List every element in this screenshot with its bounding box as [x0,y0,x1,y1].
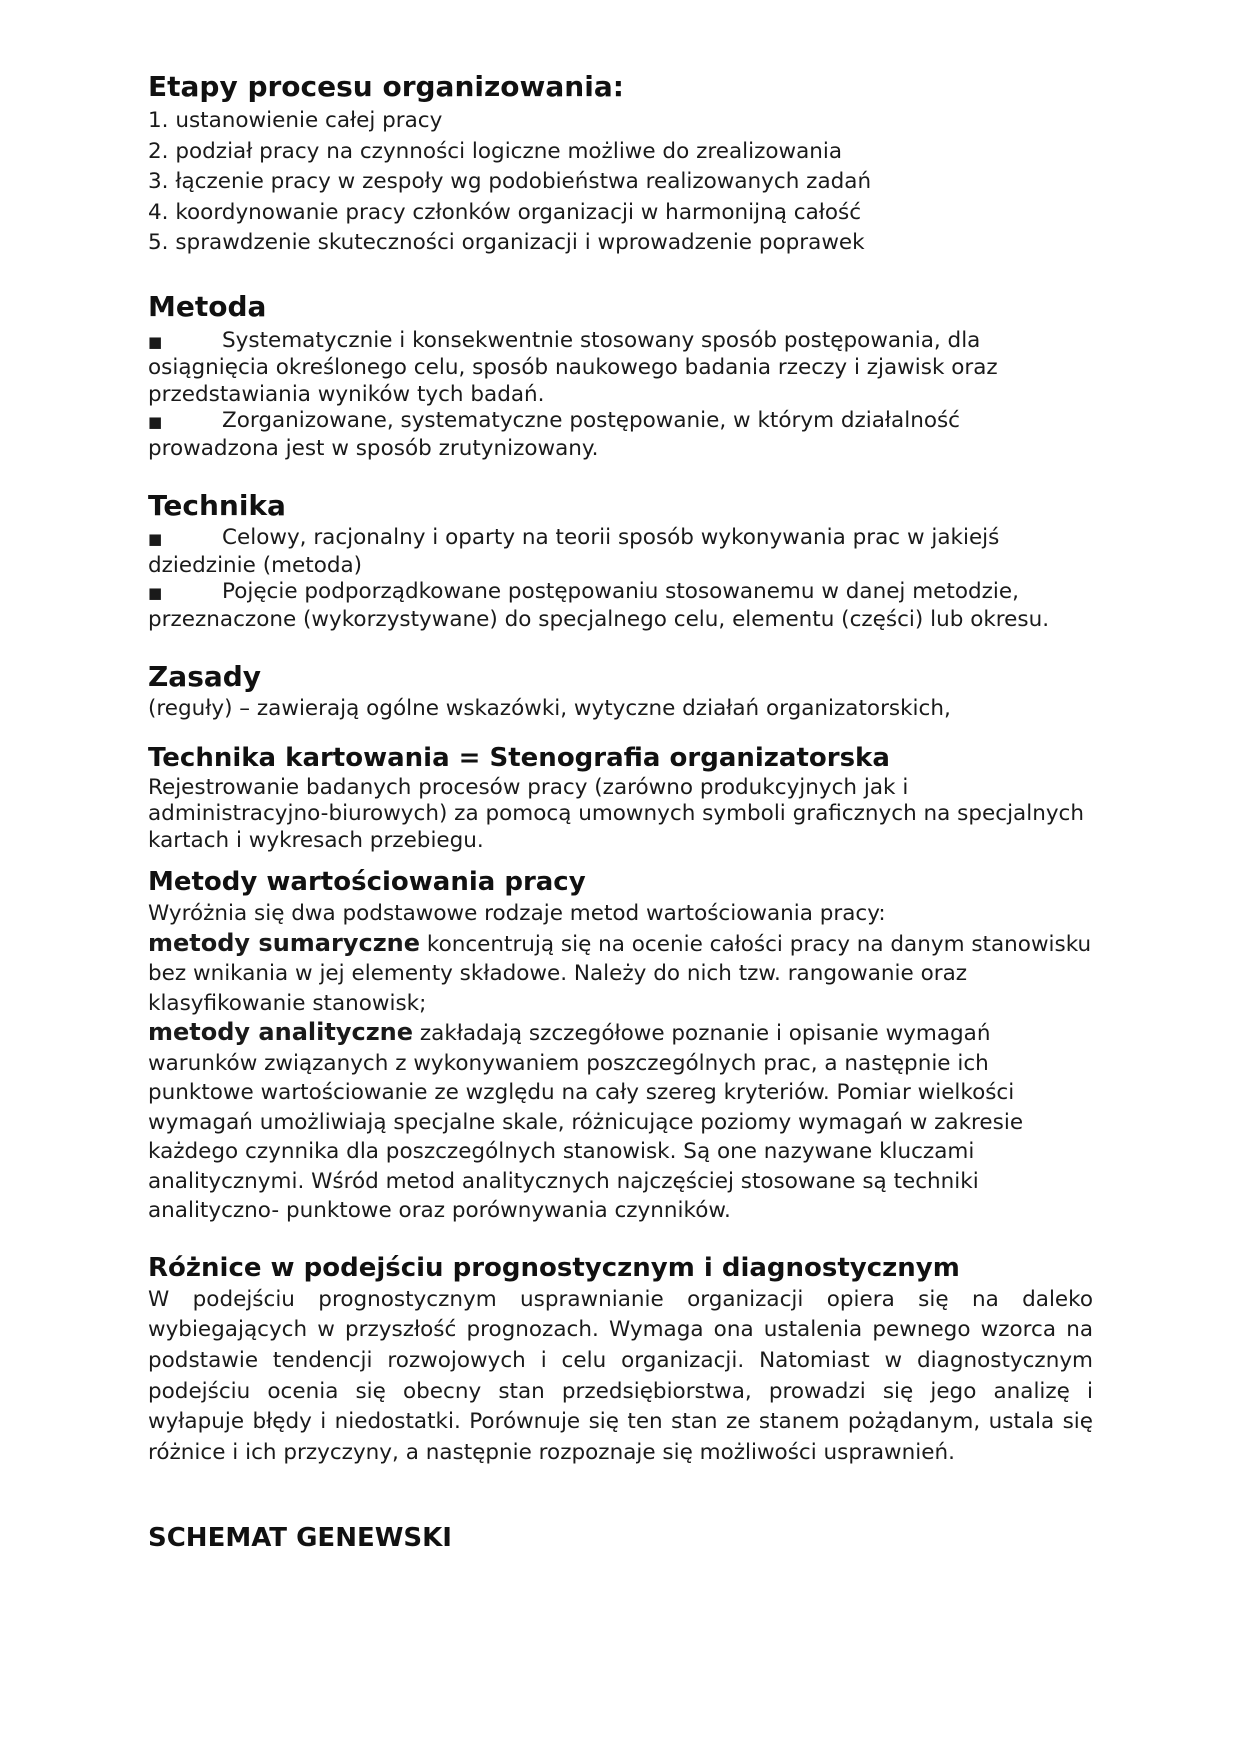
section-title-schemat: SCHEMAT GENEWSKI [148,1522,452,1553]
list-item: 2. podział pracy na czynności logiczne możliwe do zrealizowania [148,138,843,164]
section-title-etapy: Etapy procesu organizowania: [148,70,624,103]
document-page [148,68,1093,1555]
list-item: ■ Pojęcie podporządkowane postępowaniu stosowanemu w danej metodzie, przeznaczone (wykorzystywane) do specjalnego celu, elementu (części) lub okresu. [148,579,1050,632]
term-label: metody sumaryczne [148,928,421,957]
list-item: ■ Systematycznie i konsekwentnie stosowany sposób postępowania, dla osiągnięcia określonego celu, sposób naukowego badania rzeczy i zjawisk oraz przedstawiania wyników tych badań. [148,327,998,407]
section-title-kartowanie: Technika kartowania = Stenografia organizatorska [148,742,890,773]
technika-bullets [148,525,1093,633]
bullet-square-icon: ■ [148,413,163,431]
section-title-zasady: Zasady [148,660,262,693]
metoda-bullets [148,328,1093,463]
roznice-text: W podejściu prognostycznym usprawnianie organizacji opiera się na daleko wybiegających w przyszłość prognozach. Wymaga ona ustalenia pewnego wzorca na podstawie tendencji rozwojowych i celu organizacji. Natomiast w diagnostycznym podejściu ocenia się obecny stan przedsiębiorstwa, prowadzi się jego analizę i wyłapuje błędy i niedostatki. Porównuje się ten stan ze stanem pożądanym, ustala się różnice i ich przyczyny, a następnie rozpoznaje się możliwości usprawnień. [148,1286,1093,1466]
list-item: ■ Zorganizowane, systematyczne postępowanie, w którym działalność prowadzona jest w sposób zrutynizowany. [148,408,960,461]
section-title-metoda: Metoda [148,289,267,323]
section-title-technika: Technika [148,489,286,522]
list-item: 5. sprawdzenie skuteczności organizacji i wprowadzenie poprawek [148,230,865,255]
list-item: 4. koordynowanie pracy członków organizacji w harmonijną całość [148,199,862,225]
bullet-square-icon: ■ [148,584,163,602]
term-label: metody analityczne [148,1018,414,1046]
bullet-square-icon: ■ [148,332,163,351]
kartowanie-text: Rejestrowanie badanych procesów pracy (zarówno produkcyjnych jak i administracyjno-biurowych) za pomocą umownych symboli graficznych na specjalnych kartach i wykresach przebiegu. [148,774,1084,853]
wartosciowanie-sumaryczne: metody sumaryczne koncentrują się na ocenie całości pracy na danym stanowisku bez wnikania w jej elementy składowe. Należy do nich tzw. rangowanie oraz klasyfikowanie stanowisk; [148,928,1092,1016]
section-title-roznice: Różnice w podejściu prognostycznym i diagnostycznym [148,1252,960,1283]
bullet-square-icon: ■ [148,530,163,548]
list-item: ■ Celowy, racjonalny i oparty na teorii sposób wykonywania prac w jakiejś dziedzinie (metoda) [148,525,1000,578]
list-item: 3. łączenie pracy w zespoły wg podobieństwa realizowanych zadań [148,169,872,194]
list-item: 1. ustanowienie całej pracy [148,108,443,133]
wartosciowanie-analityczne: metody analityczne zakładają szczegółowe poznanie i opisanie wymagań warunków związanych z wykonywaniem poszczególnych prac, a następnie ich punktowe wartościowanie ze względu na cały szereg kryteriów. Pomiar wielkości wymagań umożliwiają specjalne skale, różnicujące poziomy wymagań w zakresie każdego czynnika dla poszczególnych stanowisk. Są one nazywane kluczami analitycznymi. Wśród metod analitycznych najczęściej stosowane są techniki analityczno- punktowe oraz porównywania czynników. [148,1018,1024,1223]
zasady-text: (reguły) – zawierają ogólne wskazówki, wytyczne działań organizatorskich, [148,696,951,721]
wartosciowanie-intro: Wyróżnia się dwa podstawowe rodzaje metod wartościowania pracy: [148,901,886,926]
section-title-wartosciowanie: Metody wartościowania pracy [148,867,586,897]
etapy-list [148,106,1093,259]
